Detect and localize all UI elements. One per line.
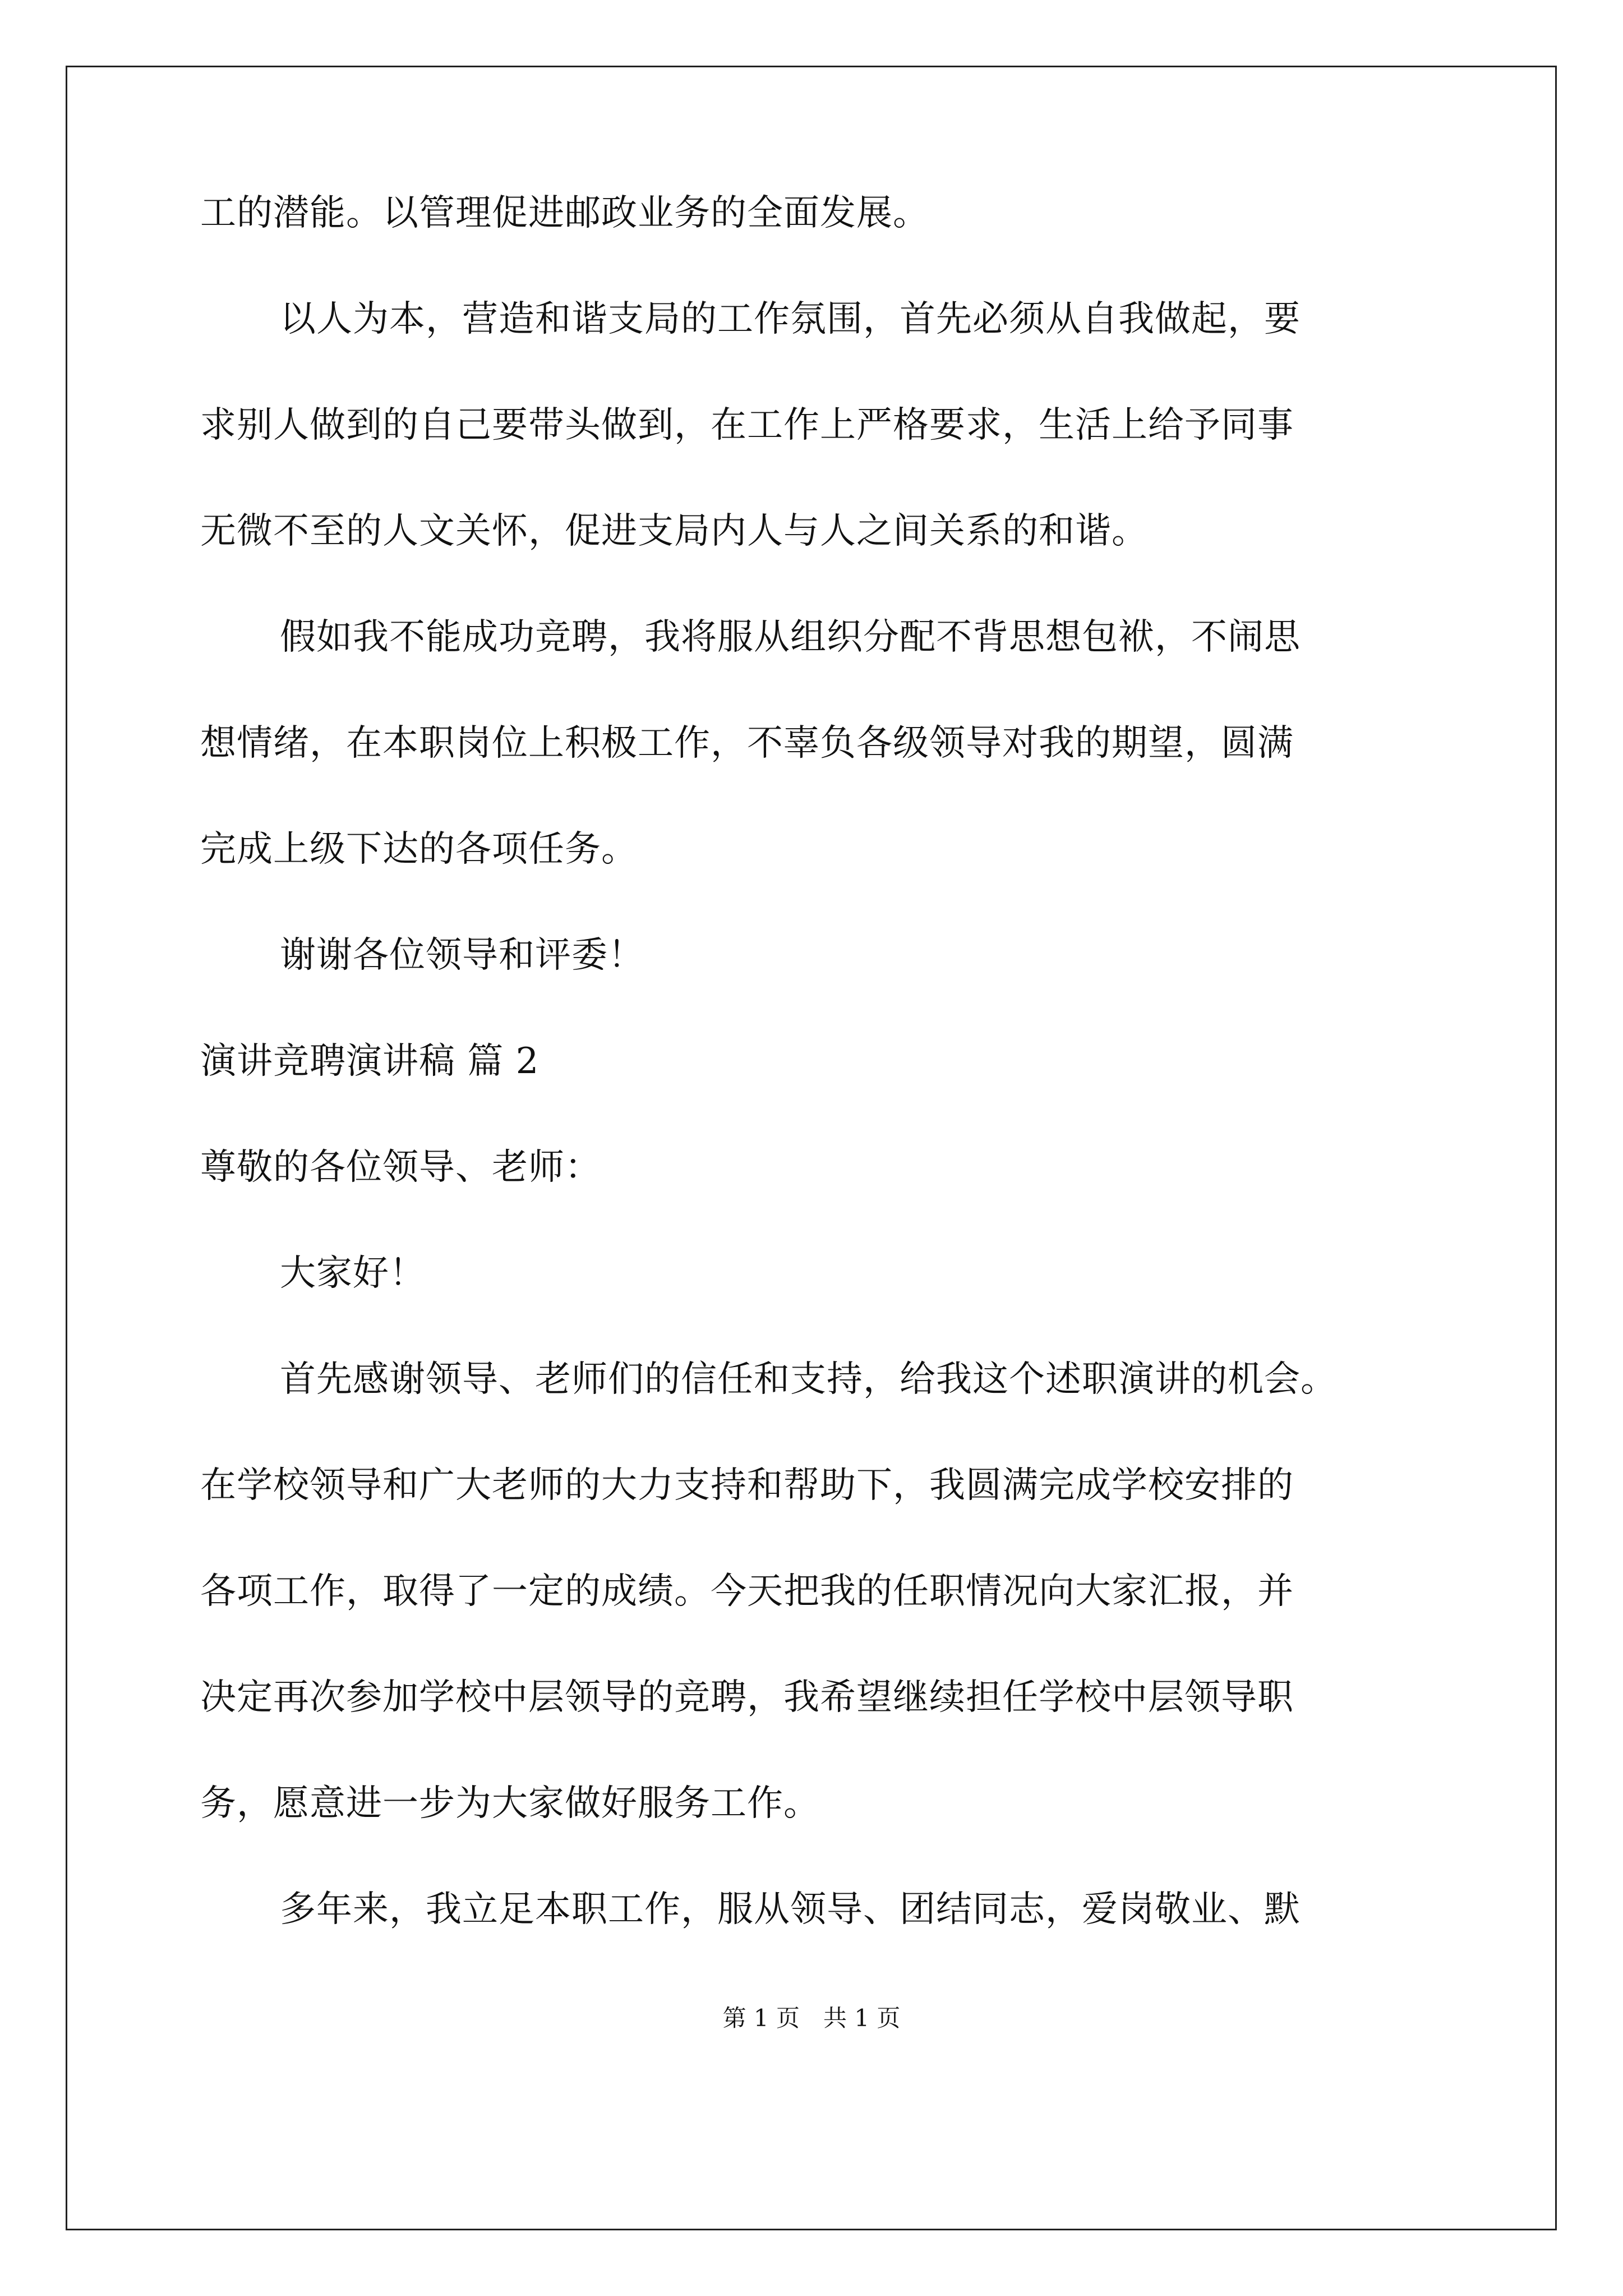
text-line: 求别人做到的自己要带头做到，在工作上严格要求，生活上给予同事 xyxy=(200,404,1294,446)
text-line: 决定再次参加学校中层领导的竞聘，我希望继续担任学校中层领导职 xyxy=(200,1677,1294,1718)
text-line: 在学校领导和广大老师的大力支持和帮助下，我圆满完成学校安排的 xyxy=(200,1465,1294,1506)
text-line: 想情绪，在本职岗位上积极工作，不辜负各级领导对我的期望，圆满 xyxy=(200,723,1294,764)
document-body xyxy=(200,185,1428,1987)
salutation: 尊敬的各位领导、老师： xyxy=(200,1147,601,1188)
text-line: 务，愿意进一步为大家做好服务工作。 xyxy=(200,1783,820,1824)
section-heading: 演讲竞聘演讲稿 篇 2 xyxy=(200,1041,540,1082)
greeting: 大家好！ xyxy=(280,1253,426,1294)
text-line: 各项工作，取得了一定的成绩。今天把我的任职情况向大家汇报，并 xyxy=(200,1571,1294,1612)
text-line: 无微不至的人文关怀，促进支局内人与人之间关系的和谐。 xyxy=(200,510,1148,552)
text-line: 多年来，我立足本职工作，服从领导、团结同志，爱岗敬业、默 xyxy=(280,1889,1301,1930)
text-line: 完成上级下达的各项任务。 xyxy=(200,829,638,870)
text-line: 以人为本，营造和谐支局的工作氛围，首先必须从自我做起，要 xyxy=(280,298,1301,340)
text-line: 工的潜能。以管理促进邮政业务的全面发展。 xyxy=(200,192,929,234)
page-footer: 第 1 页 共 1 页 xyxy=(722,2004,901,2032)
text-line: 假如我不能成功竞聘，我将服从组织分配不背思想包袱，不闹思 xyxy=(280,616,1301,658)
text-line: 首先感谢领导、老师们的信任和支持，给我这个述职演讲的机会。 xyxy=(280,1359,1337,1400)
text-line: 谢谢各位领导和评委！ xyxy=(280,935,644,976)
